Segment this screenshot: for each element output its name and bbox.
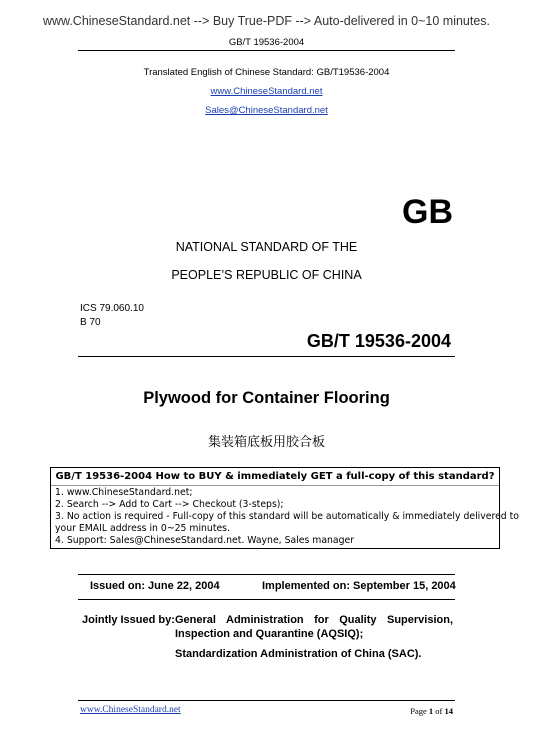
website-link-wrap [0,86,533,97]
website-link[interactable]: www.ChineseStandard.net [210,86,323,97]
purchase-info-box [50,467,519,549]
email-link[interactable]: Sales@ChineseStandard.net [205,105,328,116]
purchase-step-4: 4. Support: Sales@ChineseStandard.net. Wayne, Sales manager [55,535,355,546]
dates-top-divider [78,574,455,575]
issuer-line-2: Inspection and Quarantine (AQSIQ); [175,628,364,640]
gb-mark: GB [402,193,453,231]
page-total: 14 [444,706,453,716]
national-standard-line2: PEOPLE’S REPUBLIC OF CHINA [171,268,362,282]
dates-bottom-divider [78,599,455,600]
issuer-line-3: Standardization Administration of China (SAC). [175,648,422,660]
issued-date: Issued on: June 22, 2004 [90,580,220,592]
ccs-code: B 70 [80,317,101,328]
document-title-chinese: 集装箱底板用胶合板 [207,435,325,450]
purchase-step-3-cont: your EMAIL address in 0~25 minutes. [55,523,230,534]
issuer-label: Jointly Issued by: [82,614,175,626]
purchase-box-heading: GB/T 19536-2004 How to BUY & immediately GET a full-copy of this standard? [55,471,495,482]
page-of: of [435,706,443,716]
purchase-step-3: 3. No action is required - Full-copy of this standard will be automatically & immediately delivered to [55,511,519,522]
purchase-box-divider [51,485,499,486]
standard-number: GB/T 19536-2004 [306,331,451,351]
issuer-line-1: General Administration for Quality Supervision, [175,614,453,626]
page-indicator [410,706,453,716]
translated-note: Translated English of Chinese Standard: GB/T19536-2004 [143,67,390,78]
document-title: Plywood for Container Flooring [143,389,390,407]
page-label: Page [410,706,427,716]
ics-code: ICS 79.060.10 [80,303,144,314]
footer-divider [78,700,455,701]
header-banner: www.ChineseStandard.net --> Buy True-PDF --> Auto-delivered in 0~10 minutes. [42,14,491,28]
email-link-wrap [0,105,533,116]
implemented-date: Implemented on: September 15, 2004 [262,580,456,592]
header-standard-code: GB/T 19536-2004 [228,37,305,48]
footer-website-link-wrap [80,705,181,715]
national-standard-line1: NATIONAL STANDARD OF THE [175,240,358,254]
page-current: 1 [428,706,434,716]
footer-website-link[interactable]: www.ChineseStandard.net [80,705,181,715]
standard-number-divider [78,356,455,357]
purchase-step-1: 1. www.ChineseStandard.net; [55,487,193,498]
purchase-step-2: 2. Search --> Add to Cart --> Checkout (3-steps); [55,499,284,510]
header-divider [78,50,455,51]
